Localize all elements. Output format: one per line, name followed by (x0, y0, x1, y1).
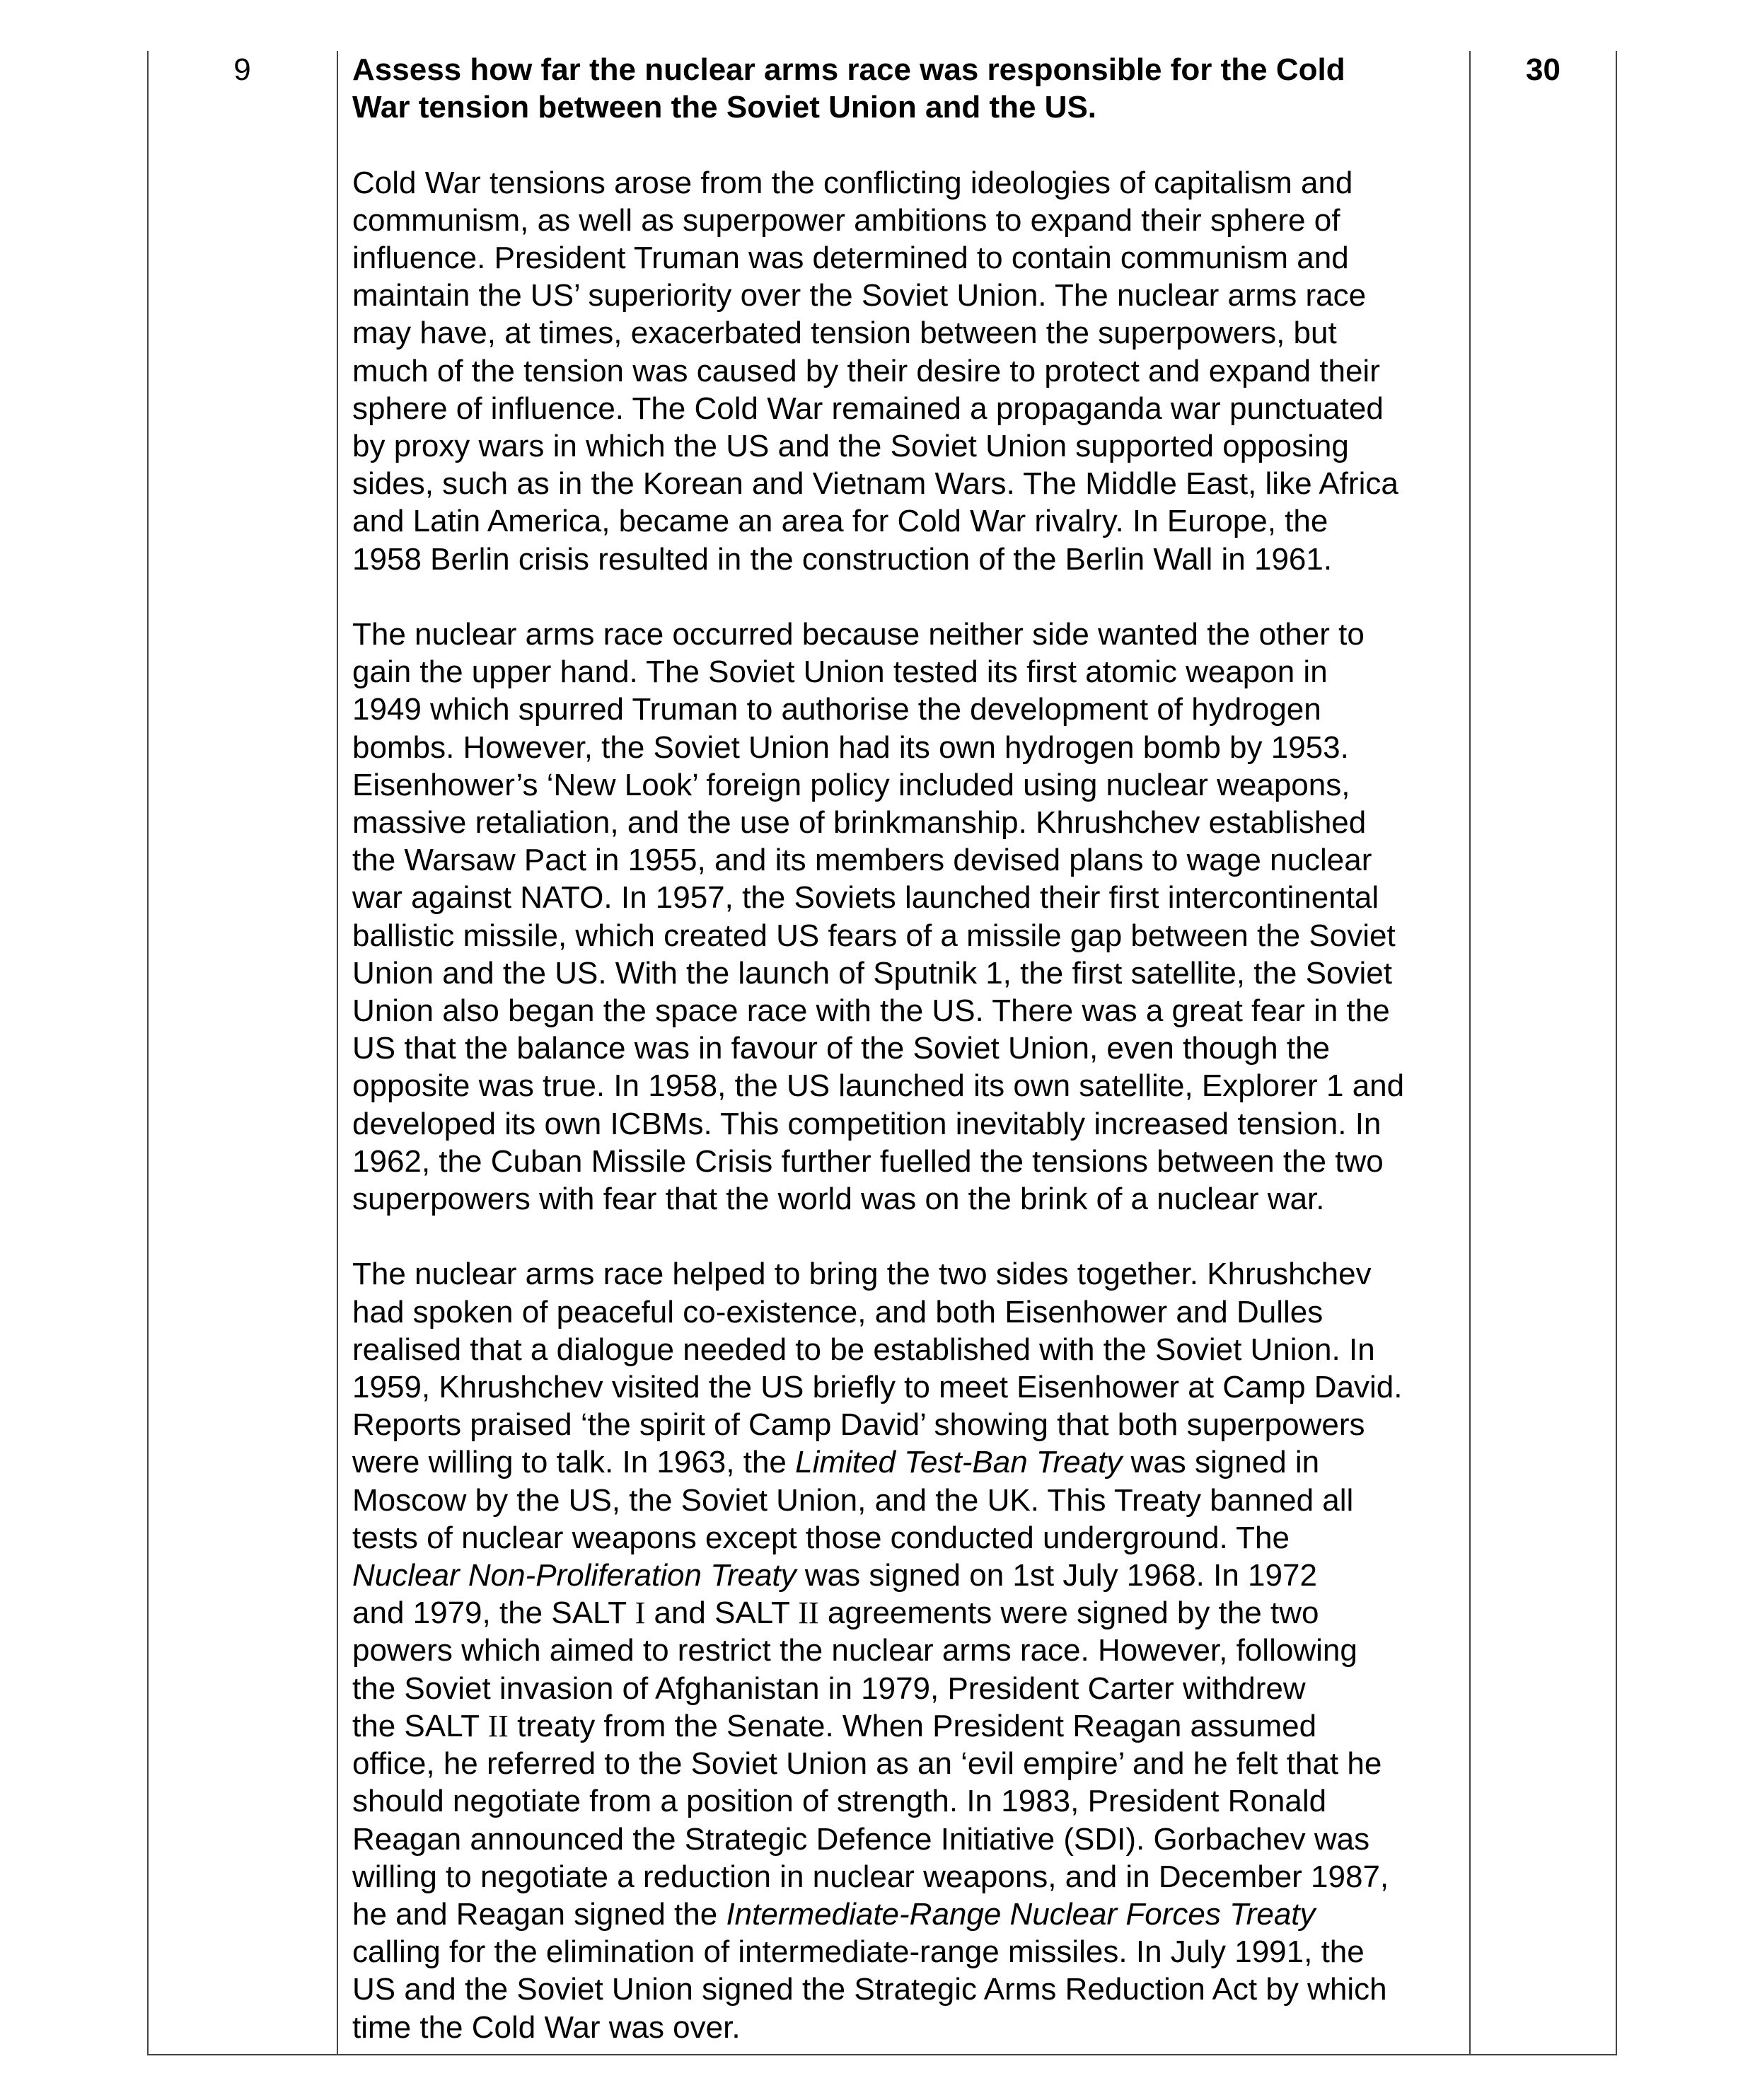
answer-paragraph (352, 1255, 1470, 2046)
text-run: and 1979, the SALT (352, 1596, 635, 1631)
answer-line (352, 502, 1470, 540)
answer-line (352, 1331, 1470, 1368)
table-border-right (1616, 51, 1617, 2055)
text-run: 1959, Khrushchev visited the US briefly to meet Eisenhower at Camp David. (352, 1370, 1403, 1405)
answer-line (352, 1896, 1470, 1933)
answer-line (352, 1858, 1470, 1896)
answer-cell (352, 51, 1470, 2046)
answer-line (352, 766, 1470, 804)
answer-line (352, 1670, 1470, 1707)
text-run: the Soviet invasion of Afghanistan in 1979, President Carter withdrew (352, 1671, 1306, 1706)
text-run: willing to negotiate a reduction in nuclear weapons, and in December 1987, (352, 1859, 1389, 1894)
text-run: tests of nuclear weapons except those conducted underground. The (352, 1520, 1290, 1555)
text-run: superpowers with fear that the world was on the brink of a nuclear war. (352, 1182, 1325, 1217)
text-run: 1949 which spurred Truman to authorise the development of hydrogen (352, 692, 1321, 727)
text-run: Reagan announced the Strategic Defence Initiative (SDI). Gorbachev was (352, 1821, 1370, 1857)
text-run: bombs. However, the Soviet Union had its own hydrogen bomb by 1953. (352, 729, 1349, 765)
question-marks: 30 (1526, 52, 1560, 87)
answer-line (352, 314, 1470, 352)
text-run: Eisenhower’s ‘New Look’ foreign policy included using nuclear weapons, (352, 767, 1350, 802)
text-run: may have, at times, exacerbated tension between the superpowers, but (352, 316, 1337, 351)
answer-line (352, 1180, 1470, 1218)
answer-line (352, 1255, 1470, 1293)
answer-line (352, 1632, 1470, 1669)
answer-line (352, 1707, 1470, 1745)
text-run: sides, such as in the Korean and Vietnam Wars. The Middle East, like Africa (352, 466, 1398, 502)
roman-numeral: II (487, 1708, 509, 1743)
text-run: 1962, the Cuban Missile Crisis further fuelled the tensions between the two (352, 1143, 1384, 1179)
answer-line (352, 917, 1470, 954)
text-run: sphere of influence. The Cold War remained a propaganda war punctuated (352, 391, 1384, 426)
text-run: calling for the elimination of intermediate-range missiles. In July 1991, the (352, 1934, 1365, 1970)
text-run: powers which aimed to restrict the nuclear arms race. However, following (352, 1633, 1357, 1668)
answer-line (352, 427, 1470, 465)
answer-line (352, 729, 1470, 766)
text-run: US and the Soviet Union signed the Strategic Arms Reduction Act by which (352, 1972, 1387, 2007)
answer-line (352, 1594, 1470, 1632)
answer-line (352, 465, 1470, 502)
answer-line (352, 653, 1470, 691)
text-run: the Warsaw Pact in 1955, and its members devised plans to wage nuclear (352, 843, 1372, 878)
text-run: agreements were signed by the two (818, 1596, 1319, 1631)
text-run: 1958 Berlin crisis resulted in the construction of the Berlin Wall in 1961. (352, 541, 1333, 577)
answer-line (352, 352, 1470, 390)
answer-line (352, 1029, 1470, 1067)
text-run: ballistic missile, which created US fears of a missile gap between the Soviet (352, 918, 1396, 953)
answer-line (352, 1482, 1470, 1519)
table-border-left (147, 51, 149, 2055)
answer-line (352, 239, 1470, 277)
text-run: were willing to talk. In 1963, the (352, 1445, 796, 1480)
answer-line (352, 1067, 1470, 1104)
answer-line (352, 992, 1470, 1029)
question-line: War tension between the Soviet Union and the US. (352, 90, 1097, 125)
text-run: The nuclear arms race helped to bring the two sides together. Khrushchev (352, 1257, 1372, 1292)
text-run: by proxy wars in which the US and the Soviet Union supported opposing (352, 429, 1349, 464)
text-run: US that the balance was in favour of the Soviet Union, even though the (352, 1031, 1331, 1066)
question-line: Assess how far the nuclear arms race was responsible for the Cold (352, 52, 1345, 87)
text-run: and SALT (645, 1596, 799, 1631)
answer-line (352, 1971, 1470, 2008)
answer-line (352, 1105, 1470, 1143)
text-run: was signed in (1122, 1445, 1320, 1480)
text-run: Union and the US. With the launch of Sputnik 1, the first satellite, the Soviet (352, 955, 1392, 991)
answer-line (352, 1821, 1470, 1858)
text-run: maintain the US’ superiority over the Soviet Union. The nuclear arms race (352, 278, 1367, 313)
table-divider-number (337, 51, 338, 2055)
answer-line (352, 1933, 1470, 1971)
text-run: should negotiate from a position of strength. In 1983, President Ronald (352, 1784, 1327, 1819)
text-run: opposite was true. In 1958, the US launched its own satellite, Explorer 1 and (352, 1068, 1405, 1104)
answer-line (352, 954, 1470, 992)
treaty-title: Intermediate-Range Nuclear Forces Treaty (726, 1896, 1316, 1932)
text-run: gain the upper hand. The Soviet Union tested its first atomic weapon in (352, 654, 1328, 690)
answer-line (352, 616, 1470, 653)
text-run: Moscow by the US, the Soviet Union, and the UK. This Treaty banned all (352, 1482, 1354, 1518)
answer-line (352, 1368, 1470, 1406)
text-run: had spoken of peaceful co-existence, and both Eisenhower and Dulles (352, 1294, 1324, 1329)
answer-line (352, 841, 1470, 879)
text-run: treaty from the Senate. When President Reagan assumed (508, 1708, 1317, 1743)
answer-line (352, 1557, 1470, 1594)
answer-line (352, 390, 1470, 427)
answer-paragraph (352, 616, 1470, 1218)
text-run: office, he referred to the Soviet Union as an ‘evil empire’ and he felt that he (352, 1746, 1382, 1782)
text-run: and Latin America, became an area for Cold War rivalry. In Europe, the (352, 504, 1328, 539)
text-run: he and Reagan signed the (352, 1896, 726, 1932)
answer-paragraph (352, 164, 1470, 578)
answer-line (352, 541, 1470, 578)
roman-numeral: II (798, 1596, 819, 1631)
answer-line (352, 2009, 1470, 2046)
treaty-title: Nuclear Non-Proliferation Treaty (352, 1558, 797, 1593)
answer-line (352, 1406, 1470, 1443)
text-run: war against NATO. In 1957, the Soviets launched their first intercontinental (352, 880, 1379, 916)
answer-line (352, 277, 1470, 314)
text-run: time the Cold War was over. (352, 2009, 741, 2045)
text-run: Reports praised ‘the spirit of Camp David’ showing that both superpowers (352, 1407, 1365, 1443)
answer-line (352, 1745, 1470, 1782)
answer-line (352, 202, 1470, 239)
treaty-title: Limited Test-Ban Treaty (795, 1445, 1123, 1480)
answer-body (352, 164, 1470, 2046)
answer-line (352, 804, 1470, 841)
text-run: the SALT (352, 1708, 488, 1743)
text-run: developed its own ICBMs. This competition inevitably increased tension. In (352, 1106, 1382, 1141)
answer-line (352, 1443, 1470, 1481)
text-run: Cold War tensions arose from the conflicting ideologies of capitalism and (352, 165, 1353, 200)
answer-line (352, 164, 1470, 202)
answer-line (352, 1519, 1470, 1557)
text-run: much of the tension was caused by their desire to protect and expand their (352, 353, 1380, 388)
table-border-bottom (147, 2054, 1617, 2055)
answer-line (352, 1143, 1470, 1180)
question-number: 9 (233, 52, 251, 87)
roman-numeral: I (635, 1596, 646, 1631)
text-run: massive retaliation, and the use of brinkmanship. Khrushchev established (352, 805, 1367, 841)
question-heading (352, 51, 1470, 126)
text-run: influence. President Truman was determined to contain communism and (352, 241, 1349, 275)
answer-line (352, 1782, 1470, 1820)
text-run: The nuclear arms race occurred because neither side wanted the other to (352, 617, 1365, 652)
answer-line (352, 879, 1470, 916)
text-run: Union also began the space race with the US. There was a great fear in the (352, 993, 1390, 1029)
text-run: communism, as well as superpower ambitions to expand their sphere of (352, 202, 1340, 238)
answer-line (352, 691, 1470, 728)
text-run: was signed on 1st July 1968. In 1972 (796, 1558, 1317, 1593)
answer-line (352, 1293, 1470, 1331)
text-run: realised that a dialogue needed to be established with the Soviet Union. In (352, 1332, 1375, 1367)
